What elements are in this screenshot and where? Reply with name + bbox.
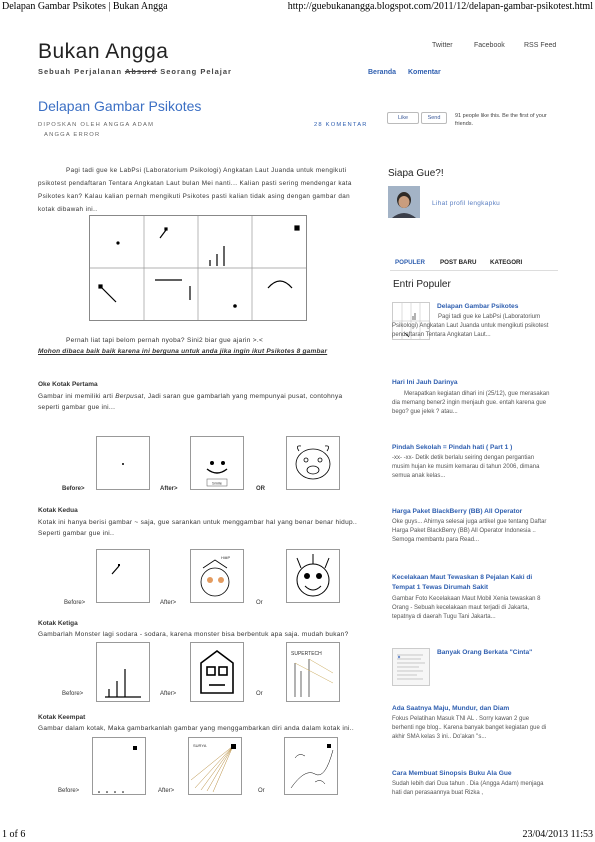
section-2-body: Kotak ini hanya berisi gambar ~ saja, gue sarankan untuk menggambar hal yang benar benar hidup.. Seperti gambar gue ini..: [38, 519, 358, 537]
label-or-3: Or: [256, 691, 263, 697]
section-1-body-em: Berpusat: [115, 393, 144, 400]
popular-post-5-title[interactable]: Kecelakaan Maut Tewaskan 8 Pejalan Kaki di Tempat 1 Tewas Dirumah Sakit: [392, 574, 533, 591]
sketch-sun-label: SURYA: [193, 743, 207, 748]
popular-post-1-title[interactable]: Delapan Gambar Psikotes: [437, 303, 519, 310]
post-title[interactable]: Delapan Gambar Psikotes: [38, 98, 202, 114]
tagline-post: Seorang Pelajar: [157, 67, 232, 76]
label-before-3: Before>: [62, 691, 84, 697]
sketch-1-alt: [286, 436, 340, 490]
sketch-4-alt: [284, 737, 338, 795]
rss-link[interactable]: RSS Feed: [524, 42, 557, 49]
popular-post-3-text: -xx- -xx- Detik detik berlalu seiring dengan pergantian musim hujan ke musim kemarau di tahun 2006, dimana semua anak kelas...: [392, 455, 540, 479]
sketch-smile-label: Smile: [212, 480, 223, 486]
sketch-3-before: [96, 642, 150, 702]
label-after-3: After>: [160, 691, 177, 697]
tagline-strike: Absurd: [124, 67, 158, 76]
section-3-body: Gambarlah Monster lagi sodara - sodara, karena monster bisa berbentuk apa saja. mudah bukan?: [38, 631, 349, 638]
sketch-1-before: [96, 436, 150, 490]
sketch-2-alt: [286, 549, 340, 603]
popular-post-2-title[interactable]: Hari Ini Jauh Darinya: [392, 379, 458, 386]
popular-post-7-title[interactable]: Ada Saatnya Maju, Mundur, dan Diam: [392, 705, 510, 712]
section-1-heading: Oke Kotak Pertama: [38, 381, 98, 388]
post-author[interactable]: ANGGA ERROR: [44, 132, 101, 138]
blog-title[interactable]: Bukan Angga: [38, 40, 169, 63]
sidebar-tab-divider: [390, 270, 558, 271]
sketch-4-after: [188, 737, 242, 795]
sketch-2-after: [190, 549, 244, 603]
label-or-2: Or: [256, 600, 263, 606]
grid-caption: Pernah liat tapi belom pernah nyoba? Sini2 biar gue ajarin >.<: [66, 337, 264, 344]
popular-post-7-text: Fokus Pelatihan Masuk TNI AL . Sorry kawan 2 gue berhenti nge blog.. Karena banyak banget kegiatan gue di akhir SMA kelas 3 ini.. Do'akan "s...: [392, 716, 547, 740]
like-label: Like: [397, 115, 409, 121]
sketch-1-after: [190, 436, 244, 490]
label-or-1: OR: [256, 486, 265, 492]
label-after-4: After>: [158, 788, 175, 794]
section-1-body-post: , Jadi saran gue gambarlah yang mempunyai pusat, contohnya seperti gambar gue ini...: [38, 393, 343, 411]
sidebar-tab-kategori[interactable]: KATEGORI: [490, 259, 523, 266]
label-after-2: After>: [160, 600, 177, 606]
post-intro: Pagi tadi gue ke LabPsi (Laboratorium Psikologi) Angkatan Laut Juanda untuk mengikuti psikotest pendaftaran Tentara Angkatan Laut bulan Mei nanti... Kalian pasti sering mendengar kata Psikotes kan? Kalau kalian pernah mengikuti Psikotes pasti kalian tidak asing dengan gambar dan kotak dibawah ini..: [38, 167, 352, 213]
popular-post-4-title[interactable]: Harga Paket BlackBerry (BB) All Operator: [392, 508, 523, 515]
label-or-4: Or: [258, 788, 265, 794]
popular-post-8-text: Sudah lebih dari Dua tahun . Dia (Angga Adam) menjaga hati dan perasaannya buat Rizka ,: [392, 781, 544, 796]
psikotes-grid-image: [89, 215, 307, 321]
section-1-body: [38, 391, 364, 413]
sketch-3-after: [190, 642, 244, 702]
label-before-1: Before>: [62, 486, 85, 492]
sketch-3-alt: [286, 642, 340, 702]
twitter-link[interactable]: Twitter: [432, 42, 453, 49]
profile-link[interactable]: Lihat profil lengkapku: [432, 200, 501, 207]
print-footer-page: 1 of 6: [2, 829, 26, 840]
warning-text: Mohon dibaca baik baik karena ini berguna untuk anda jika ingin ikut Psikotes 8 gambar: [38, 348, 328, 355]
popular-thumb-6[interactable]: [392, 648, 430, 686]
sketch-2-before: [96, 549, 150, 603]
popular-post-8-title[interactable]: Cara Membuat Sinopsis Buku Ala Gue: [392, 770, 512, 777]
sketch-tower-label: SUPERTECH: [291, 651, 322, 657]
popular-post-2-text: Merapatkan kegiatan dihari ini (25/12), gue merasakan dia memang bener2 ingin menjauh gue. entah karena gue bego? gue jelek ? atau...: [392, 391, 550, 415]
popular-post-5-text: Gambar Foto Kecelakaan Maut Mobil Xenia tewaskan 8 Orang - Sebuah kecelakaan maut terjadi di Jakarta, tepatnya di daerah Tugu Tani Jakarta...: [392, 596, 541, 620]
popular-post-3-title[interactable]: Pindah Sekolah = Pindah hati ( Part 1 ): [392, 444, 513, 451]
section-2-heading: Kotak Kedua: [38, 507, 78, 514]
profile-title: Siapa Gue?!: [388, 168, 444, 179]
print-footer-date: 23/04/2013 11:53: [522, 829, 593, 840]
sketch-4-before: [92, 737, 146, 795]
print-header-title: Delapan Gambar Psikotes | Bukan Angga: [2, 1, 168, 12]
label-before-4: Before>: [58, 788, 80, 794]
sketch-hi-label: HiiiiP: [221, 555, 231, 560]
send-label: Send: [427, 115, 441, 121]
like-count-text: 91 people like this. Be the first of your friends.: [455, 113, 547, 127]
print-header-url: http://guebukanangga.blogspot.com/2011/12/delapan-gambar-psikotest.html: [287, 1, 593, 12]
popular-post-6-title[interactable]: Banyak Orang Berkata "Cinta": [437, 649, 533, 656]
facebook-link[interactable]: Facebook: [474, 42, 505, 49]
send-button[interactable]: [421, 112, 447, 124]
section-4-heading: Kotak Keempat: [38, 714, 86, 721]
section-1-body-pre: Gambar ini memiliki arti: [38, 393, 116, 400]
section-4-body: Gambar dalam kotak, Maka gambarkanlah gambar yang menggambarkan diri anda dalam kotak ini..: [38, 725, 354, 732]
sidebar-tab-post-baru[interactable]: POST BARU: [440, 259, 477, 266]
post-byline: DIPOSKAN OLEH ANGGA ADAM: [38, 122, 155, 128]
sidebar-tab-populer[interactable]: POPULER: [395, 259, 425, 266]
post-comment-count[interactable]: 28 KOMENTAR: [314, 122, 368, 128]
tab-komentar[interactable]: Komentar: [408, 69, 441, 76]
popular-post-1-text: Pagi tadi gue ke LabPsi (Laboratorium Psikologi) Angkatan Laut Juanda untuk mengikuti psikotest pendaftaran Tentara Angkatan Laut...: [392, 314, 549, 338]
tagline-pre: Sebuah Perjalanan: [38, 67, 125, 76]
label-after-1: After>: [160, 486, 178, 492]
like-button[interactable]: [387, 112, 419, 124]
profile-avatar[interactable]: [388, 186, 420, 218]
blog-tagline: [38, 67, 232, 76]
tab-beranda[interactable]: Beranda: [368, 69, 397, 76]
popular-post-4-text: Oke guys... Ahirnya selesai juga artikel gue tentang Daftar Harga Paket BlackBerry (BB) All Operator Indonesia .. Semoga membantu para Read...: [392, 519, 547, 543]
popular-title: Entri Populer: [393, 279, 451, 290]
label-before-2: Before>: [64, 600, 86, 606]
section-3-heading: Kotak Ketiga: [38, 620, 78, 627]
